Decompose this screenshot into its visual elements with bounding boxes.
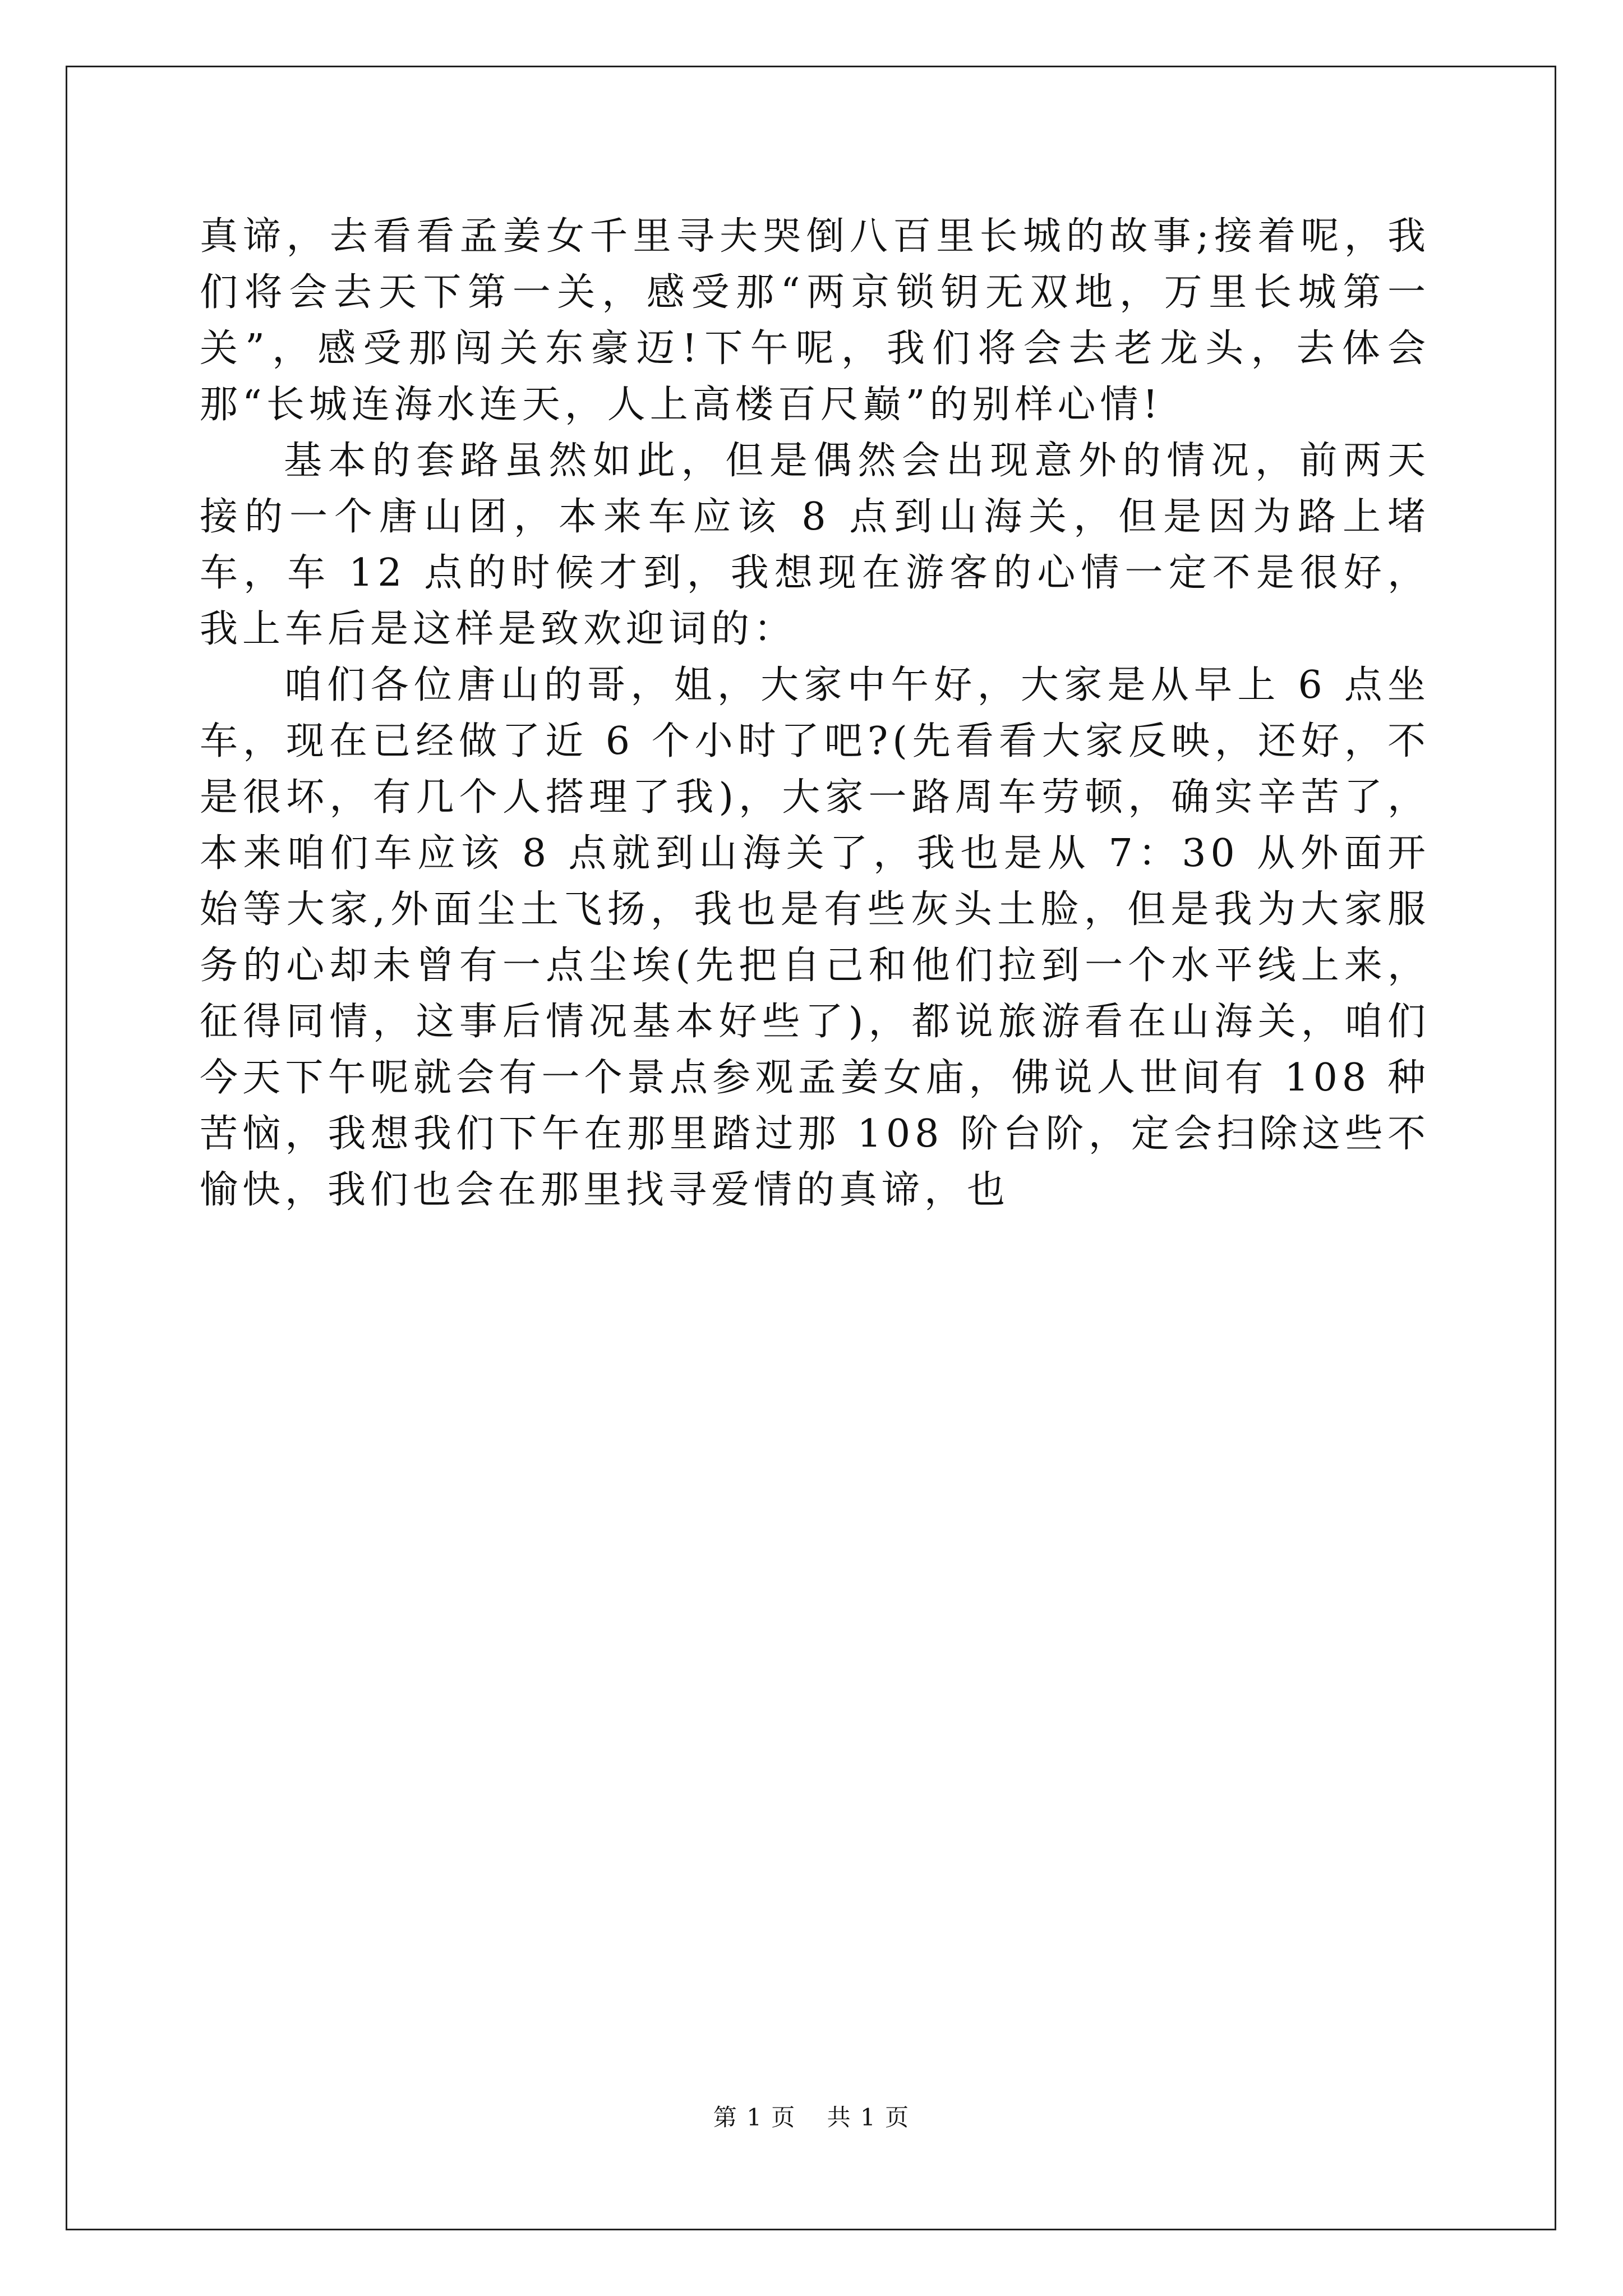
document-body xyxy=(200,209,1430,1218)
paragraph-3: 咱们各位唐山的哥，姐，大家中午好，大家是从早上 6 点坐车，现在已经做了近 6 个小时了吧?(先看看大家反映，还好，不是很坏，有几个人搭理了我)，大家一路周车劳顿，确实辛苦了，本来咱们车应该 8 点就到山海关了，我也是从 7：30 从外面开始等大家,外面尘土飞扬，我也是有些灰头土脸，但是我为大家服务的心却未曾有一点尘埃(先把自己和他们拉到一个水平线上来，征得同情，这事后情况基本好些了)，都说旅游看在山海关，咱们今天下午呢就会有一个景点参观孟姜女庙，佛说人世间有 108 种苦恼，我想我们下午在那里踏过那 108 阶台阶，定会扫除这些不愉快，我们也会在那里找寻爱情的真谛，也 xyxy=(200,663,1431,1212)
page-number: 第 1 页 xyxy=(713,2104,796,2131)
paragraph-2: 基本的套路虽然如此，但是偶然会出现意外的情况，前两天接的一个唐山团，本来车应该 8 点到山海关，但是因为路上堵车，车 12 点的时候才到，我想现在游客的心情一定不是很好，我上车后是这样是致欢迎词的： xyxy=(200,439,1430,651)
page-footer xyxy=(0,2101,1623,2134)
page-total: 共 1 页 xyxy=(827,2104,910,2131)
paragraph-1: 真谛，去看看孟姜女千里寻夫哭倒八百里长城的故事;接着呢，我们将会去天下第一关，感受那“两京锁钥无双地，万里长城第一关”，感受那闯关东豪迈!下午呢，我们将会去老龙头，去体会那“长城连海水连天，人上高楼百尺巅”的别样心情! xyxy=(200,214,1430,427)
